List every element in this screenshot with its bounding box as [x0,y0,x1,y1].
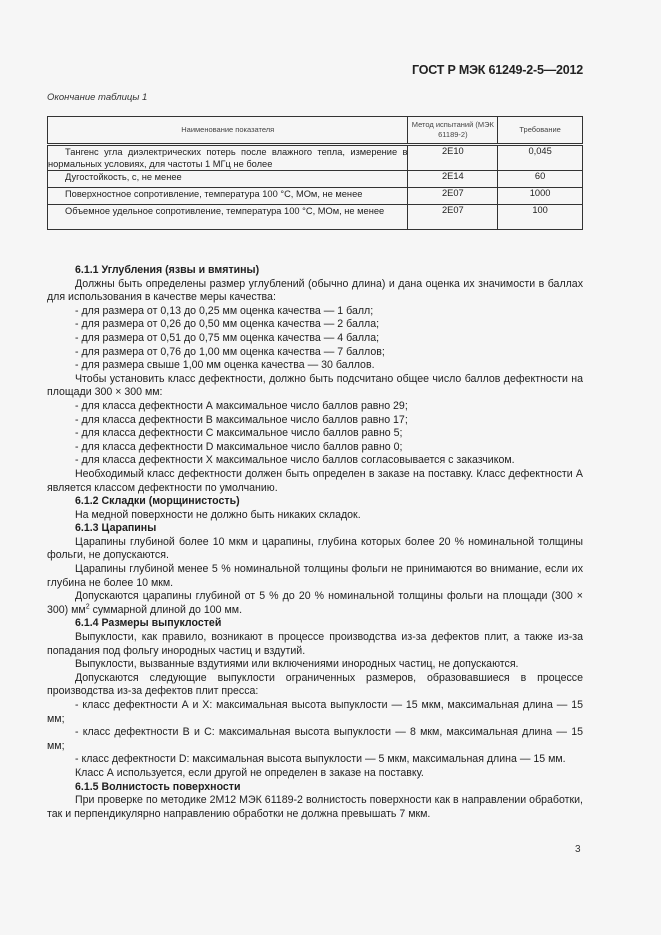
table-row [48,188,583,205]
list-item: - для размера от 0,13 до 0,25 мм оценка качества — 1 балл; [75,304,374,317]
paragraph: При проверке по методике 2М12 МЭК 61189-2 волнистость поверхности как в направлении обработки, так и перпендикулярно направлению обработки не должна превышать 7 мкм. [47,794,583,820]
list-item: - класс дефектности D: максимальная высота выпуклости — 5 мкм, максимальная длина — 15 мм. [75,753,566,766]
list-item: - для класса дефектности D максимальное число баллов равно 0; [75,440,403,453]
document-body [47,264,583,821]
paragraph: Царапины глубиной менее 5 % номинальной толщины фольги не принимаются во внимание, если их глубина не более 10 мкм. [47,563,583,589]
list-item: - для размера свыше 1,00 мм оценка качества — 30 баллов. [75,359,375,372]
list-item: - для размера от 0,26 до 0,50 мм оценка качества — 2 балла; [75,318,380,331]
row-method-cell: 2E14 [408,171,498,188]
row-name-cell: Объемное удельное сопротивление, температура 100 °С, МОм, не менее [48,205,408,230]
column-header-method: Метод испытаний (МЭК 61189-2) [408,117,498,145]
table-row [48,171,583,188]
paragraph: На медной поверхности не должно быть никаких складок. [75,508,361,521]
row-name-cell: Тангенс угла диэлектрических потерь после влажного тепла, измерение в нормальных условиях, для частоты 1 МГц не более [48,145,408,171]
row-name-cell: Поверхностное сопротивление, температура 100 °С, МОм, не менее [48,188,408,205]
paragraph: Класс А используется, если другой не определен в заказе на поставку. [75,766,424,779]
row-name-cell: Дугостойкость, с, не менее [48,171,408,188]
paragraph: Чтобы установить класс дефектности, должно быть подсчитано общее число баллов дефектности на площади 300 × 300 мм: [47,372,583,399]
superscript: 2 [85,603,90,611]
list-item: - для класса дефектности С максимальное число баллов равно 5; [75,427,403,440]
paragraph: Допускаются царапины глубиной от 5 % до 20 % номинальной толщины фольги на площади (300 × 300) $мм^2$ суммарной длиной до 100 мм. [47,590,583,616]
section-heading-6-1-2: 6.1.2 Складки (морщинистость) [75,495,240,508]
list-item: - для класса дефектности В максимальное число баллов равно 17; [75,413,408,426]
section-heading-6-1-3: 6.1.3 Царапины [75,522,157,535]
column-header-requirement: Требование [498,117,583,145]
table-caption: Окончание таблицы 1 [47,92,148,103]
section-heading-6-1-4: 6.1.4 Размеры выпуклостей [75,617,222,630]
table-header-row [48,117,583,145]
list-item: - для класса дефектности А максимальное число баллов равно 29; [75,399,408,412]
paragraph: Необходимый класс дефектности должен быть определен в заказе на поставку. Класс дефектности А является классом дефектности по умолчанию. [47,467,583,494]
specification-table [47,116,583,230]
table-row [48,205,583,230]
list-item: - для класса дефектности X максимальное число баллов согласовывается с заказчиком. [75,454,515,467]
list-item: - класс дефектности В и С: максимальная высота выпуклости — 8 мкм, максимальная длина — 15 мм; [47,726,583,752]
standard-id-header: ГОСТ Р МЭК 61249-2-5—2012 [412,63,583,77]
column-header-name: Наименование показателя [48,117,408,145]
paragraph: Должны быть определены размер углублений (обычно длина) и дана оценка их значимости в баллах для использования в качестве меры качества: [47,277,583,304]
page-number: 3 [575,844,581,855]
list-item: - для размера от 0,51 до 0,75 мм оценка качества — 4 балла; [75,331,380,344]
row-requirement-cell: 1000 [498,188,583,205]
row-method-cell: 2E07 [408,188,498,205]
section-heading-6-1-5: 6.1.5 Волнистость поверхности [75,780,241,793]
paragraph: Выпуклости, как правило, возникают в процессе производства из-за дефектов плит, а также из-за попадания под фольгу инородных частиц и вздутий. [47,631,583,657]
row-requirement-cell: 0,045 [498,145,583,171]
paragraph: Царапины глубиной более 10 мкм и царапины, глубина которых более 20 % номинальной толщины фольги, не допускаются. [47,535,583,562]
row-method-cell: 2E07 [408,205,498,230]
list-item: - класс дефектности А и X: максимальная высота выпуклости — 15 мкм, максимальная длина — 15 мм; [47,699,583,725]
table-row [48,145,583,171]
list-item: - для размера от 0,76 до 1,00 мм оценка качества — 7 баллов; [75,345,385,358]
paragraph: Допускаются следующие выпуклости ограниченных размеров, образовавшиеся в процессе производства из-за дефектов плит пресса: [47,671,583,698]
section-heading-6-1-1: 6.1.1 Углубления (язвы и вмятины) [75,264,260,276]
row-method-cell: 2E10 [408,145,498,171]
paragraph: Выпуклости, вызванные вздутиями или включениями инородных частиц, не допускаются. [75,658,519,671]
row-requirement-cell: 100 [498,205,583,230]
row-requirement-cell: 60 [498,171,583,188]
